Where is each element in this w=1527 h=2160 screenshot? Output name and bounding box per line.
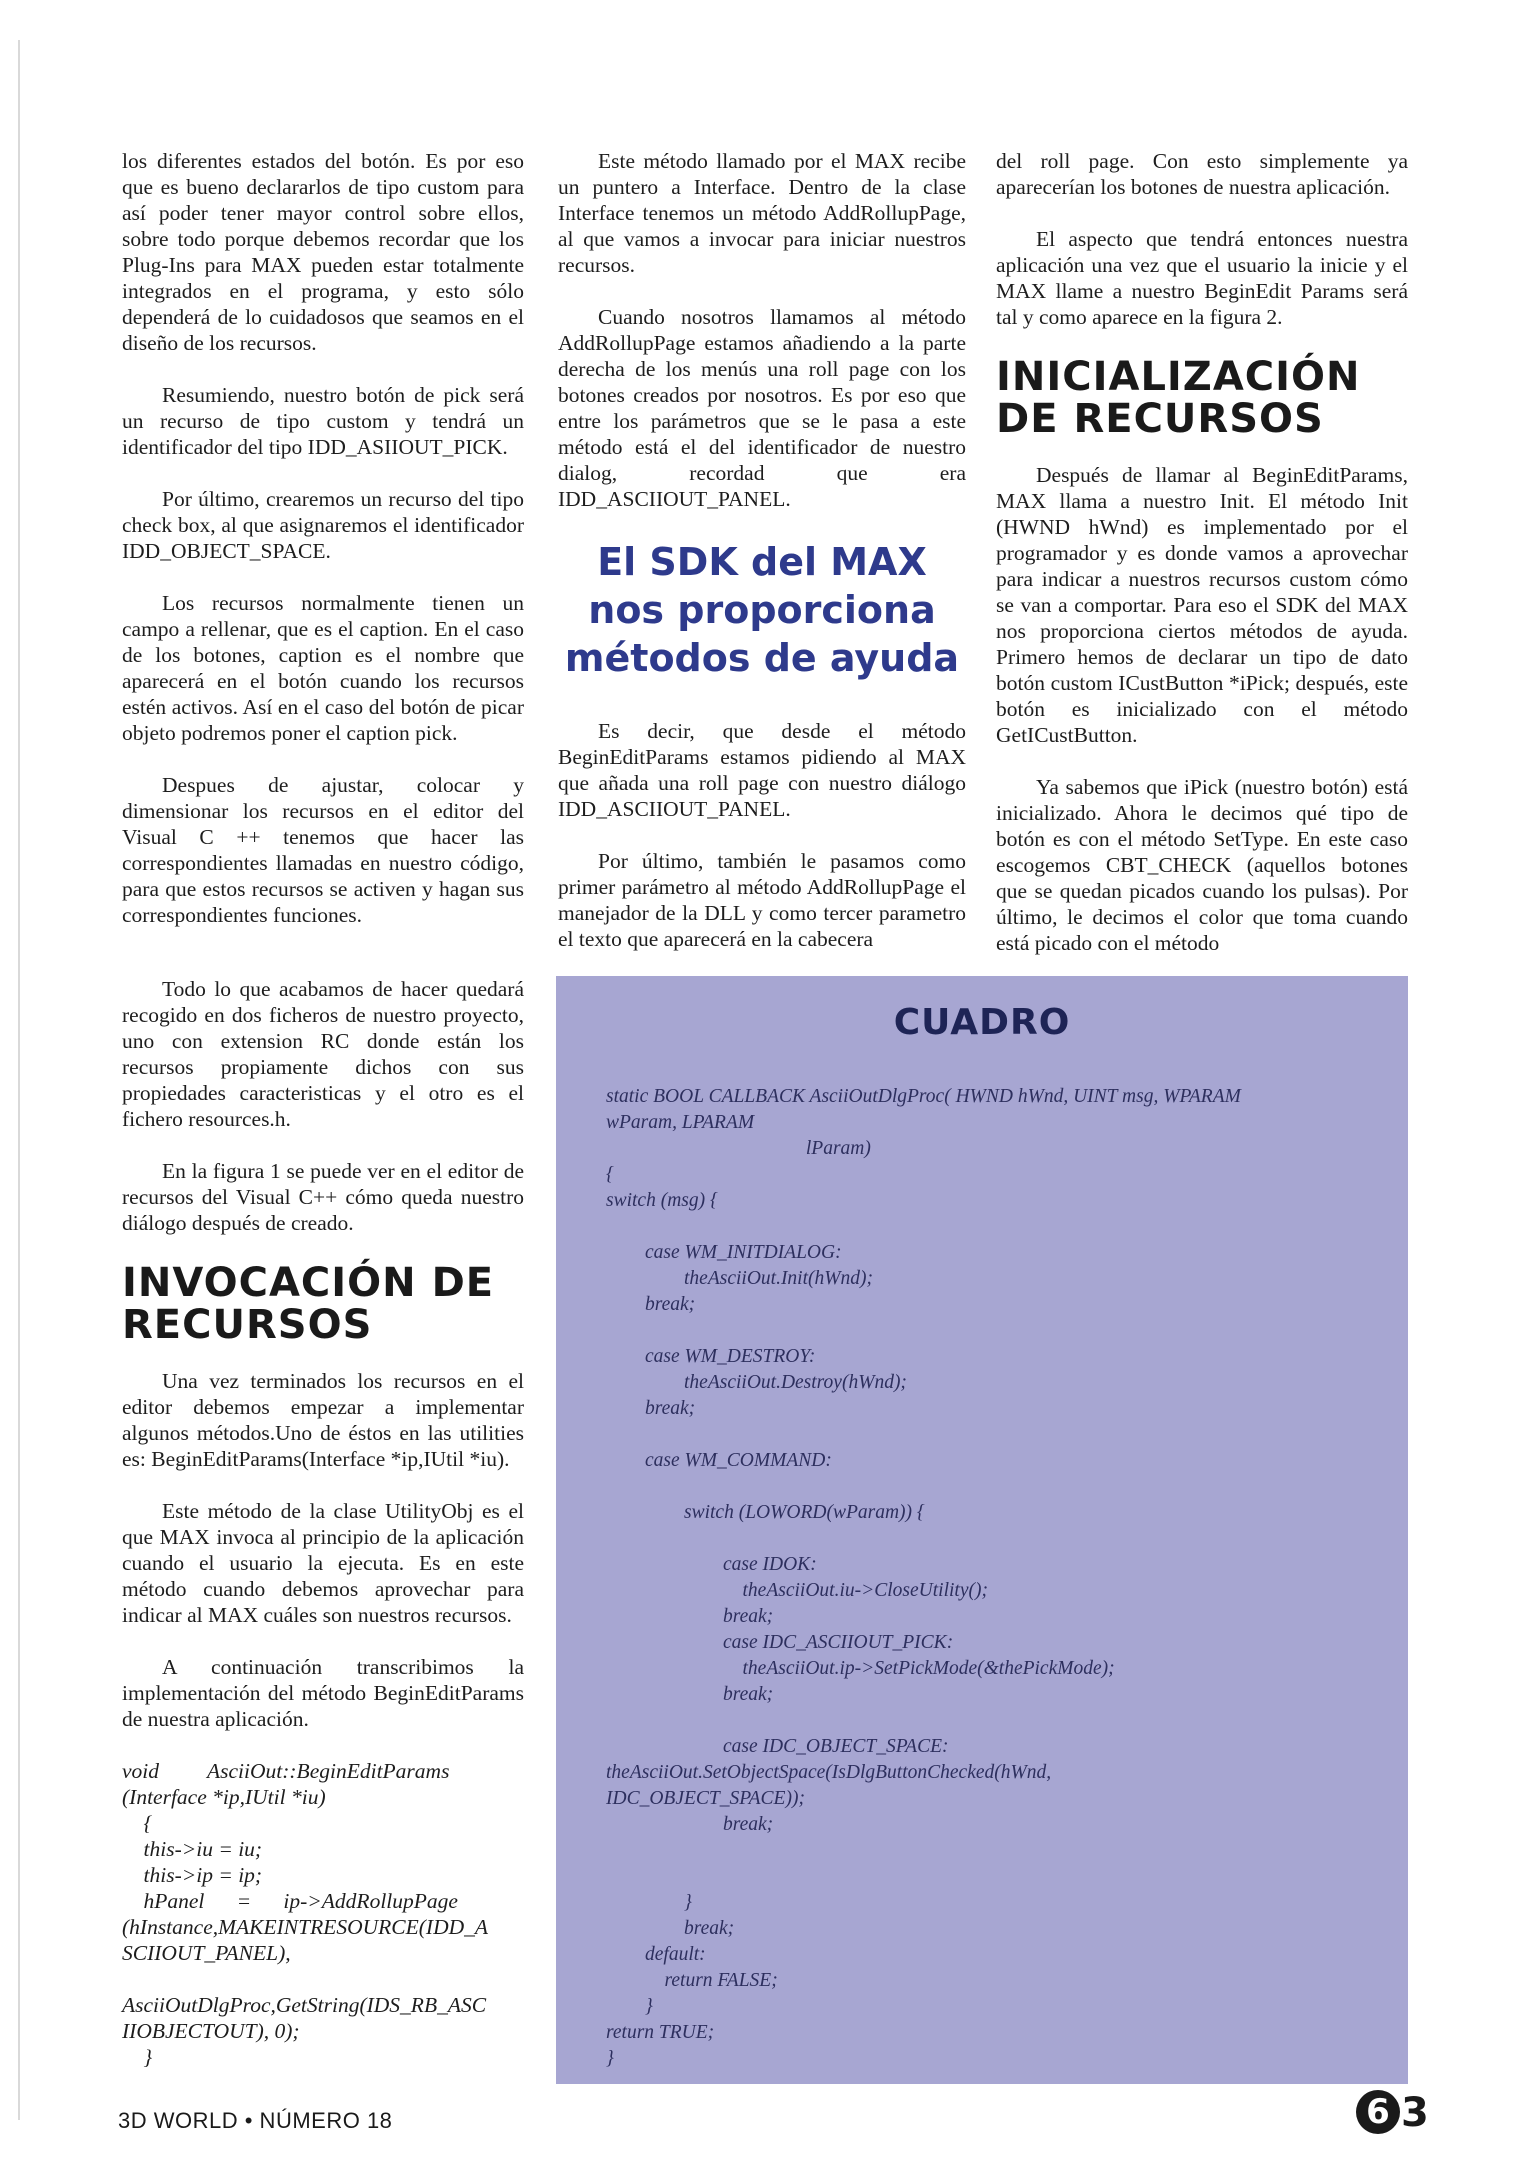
- section-heading-invocacion: INVOCACIÓN DE RECURSOS: [122, 1260, 495, 1348]
- paragraph: Este método de la clase UtilityObj es el que MAX invoca al principio de la aplicación cuando el usuario la ejecuta. Es en este método cuando debemos aprovechar para indicar al MAX cuáles son nuestros recursos.: [122, 1499, 524, 1627]
- code-line: theAsciiOut.ip->SetPickMode(&thePickMode);: [606, 1658, 1115, 1679]
- paragraph: A continuación transcribimos la implementación del método BeginEditParams de nuestra aplicación.: [122, 1655, 524, 1731]
- column-2: [558, 148, 966, 978]
- code-line: wParam, LPARAM: [606, 1112, 755, 1133]
- code-line: case IDC_OBJECT_SPACE:: [606, 1736, 949, 1757]
- code-line: hPanel = ip->AddRollupPage: [122, 1889, 458, 1913]
- page-number-digit: 3: [1401, 2090, 1429, 2136]
- code-line: [606, 1526, 1386, 1552]
- page-number-circled-digit: 6: [1356, 2090, 1400, 2134]
- code-line: void AsciiOut::BeginEditParams: [122, 1759, 450, 1783]
- code-line: static BOOL CALLBACK AsciiOutDlgProc( HWND hWnd, UINT msg, WPARAM: [606, 1086, 1241, 1107]
- paragraph: Despues de ajustar, colocar y dimensionar los recursos en el editor del Visual C ++ tenemos que hacer las correspondientes llamadas en nuestro código, para que estos recursos se activen y hagan sus correspondientes funciones.: [122, 773, 524, 927]
- code-line: return TRUE;: [606, 2022, 715, 2043]
- paragraph: Es decir, que desde el método BeginEditParams estamos pidiendo al MAX que añada una roll page con nuestro diálogo IDD_ASCIIOUT_PANEL.: [558, 719, 966, 821]
- column-1: [122, 148, 524, 954]
- paragraph: del roll page. Con esto simplemente ya aparecerían los botones de nuestra aplicación.: [996, 149, 1408, 199]
- code-line: }: [606, 1892, 692, 1913]
- paragraph: Cuando nosotros llamamos al método AddRollupPage estamos añadiendo a la parte derecha de los menús una roll page con los botones creados por nosotros. Es por eso que entre los parámetros que se le pasa a este método está el del identificador de nuestro dialog, recordad que era IDD_ASCIIOUT_PANEL.: [558, 305, 966, 511]
- code-line: default:: [606, 1944, 706, 1965]
- paragraph: Ya sabemos que iPick (nuestro botón) está inicializado. Ahora le decimos qué tipo de botón es con el método SetType. En este caso escogemos CBT_CHECK (aquellos botones que se quedan picados cuando los pulsas). Por último, le decimos el color que toma cuando está picado con el método: [996, 775, 1408, 955]
- code-line: break;: [606, 1814, 774, 1835]
- code-line: IIOBJECTOUT), 0);: [122, 2019, 300, 2043]
- page-number: [1356, 2090, 1429, 2136]
- code-line: [606, 1864, 1386, 1890]
- code-line: theAsciiOut.SetObjectSpace(IsDlgButtonChecked(hWnd,: [606, 1762, 1052, 1783]
- code-line: break;: [606, 1918, 735, 1939]
- code-line: {: [606, 1164, 614, 1185]
- code-line: {: [122, 1811, 153, 1835]
- code-line: break;: [606, 1606, 774, 1627]
- paragraph: Los recursos normalmente tienen un campo a rellenar, que es el caption. En el caso de los botones, caption es el nombre que aparecerá en el botón cuando los recursos estén activos. Así en el caso del botón de picar objeto podremos poner el caption pick.: [122, 591, 524, 745]
- code-line: }: [606, 1996, 653, 2017]
- code-line: [606, 1422, 1386, 1448]
- code-line: [606, 1838, 1386, 1864]
- column-3: [996, 148, 1408, 982]
- code-line: this->ip = ip;: [122, 1863, 263, 1887]
- code-line: switch (msg) {: [606, 1190, 718, 1211]
- paragraph: los diferentes estados del botón. Es por eso que es bueno declararlos de tipo custom para así poder tener mayor control sobre ellos, sobre todo porque debemos recordar que los Plug-Ins para MAX pueden estar totalmente integrados en el programa, y esto sólo dependerá de lo cuidadosos que seamos en el diseño de los recursos.: [122, 149, 524, 355]
- code-line: IDC_OBJECT_SPACE));: [606, 1788, 805, 1809]
- code-line: [122, 1966, 524, 1992]
- code-line: switch (LOWORD(wParam)) {: [606, 1502, 925, 1523]
- code-line: AsciiOutDlgProc,GetString(IDS_RB_ASC: [122, 1993, 487, 2017]
- code-line: break;: [606, 1684, 774, 1705]
- code-line: [606, 1214, 1386, 1240]
- code-line: (hInstance,MAKEINTRESOURCE(IDD_A: [122, 1915, 489, 1939]
- paragraph: Después de llamar al BeginEditParams, MAX llama a nuestro Init. El método Init (HWND hWnd) es implementado por el programador y es donde vamos a aprovechar para indicar a nuestros recursos custom cómo se van a comportar. Para eso el SDK del MAX nos proporciona ciertos métodos de ayuda. Primero hemos de declarar un tipo de dato botón custom ICustButton *iPick; después, este botón es inicializado con el método GetICustButton.: [996, 463, 1408, 747]
- code-line: theAsciiOut.Destroy(hWnd);: [606, 1372, 907, 1393]
- code-line: [606, 1318, 1386, 1344]
- code-line: }: [122, 2045, 153, 2069]
- paragraph: Por último, crearemos un recurso del tipo check box, al que asignaremos el identificador IDD_OBJECT_SPACE.: [122, 487, 524, 563]
- code-line: break;: [606, 1294, 696, 1315]
- page-edge-rule: [18, 40, 20, 2120]
- paragraph: Por último, también le pasamos como primer parámetro al método AddRollupPage el manejador de la DLL y como tercer parametro el texto que aparecerá en la cabecera: [558, 849, 966, 951]
- code-line: case WM_DESTROY:: [606, 1346, 816, 1367]
- code-line: case IDC_ASCIIOUT_PICK:: [606, 1632, 954, 1653]
- code-line: [606, 1708, 1386, 1734]
- code-line: case WM_INITDIALOG:: [606, 1242, 842, 1263]
- paragraph: El aspecto que tendrá entonces nuestra aplicación una vez que el usuario la inicie y el MAX llame a nuestro BeginEdit Params será tal y como aparece en la figura 2.: [996, 227, 1408, 329]
- code-line: [606, 1474, 1386, 1500]
- code-line: return FALSE;: [606, 1970, 778, 1991]
- code-box-title: CUADRO: [893, 1002, 1071, 1043]
- section-heading-inicializacion: INICIALIZACIÓN DE RECURSOS: [996, 354, 1361, 442]
- code-line: lParam): [606, 1138, 871, 1159]
- code-line: case WM_COMMAND:: [606, 1450, 832, 1471]
- code-line: SCIIOUT_PANEL),: [122, 1941, 291, 1965]
- column-1-lower: [122, 976, 524, 2070]
- paragraph: Todo lo que acabamos de hacer quedará recogido en dos ficheros de nuestro proyecto, uno con extension RC donde están los recursos propiamente dichos con sus propiedades caracteristicas y el otro es el fichero resources.h.: [122, 977, 524, 1131]
- code-line: }: [606, 2048, 614, 2069]
- pull-quote: El SDK del MAX nos proporciona métodos de ayuda: [564, 540, 960, 680]
- code-line: theAsciiOut.Init(hWnd);: [606, 1268, 873, 1289]
- paragraph: Este método llamado por el MAX recibe un puntero a Interface. Dentro de la clase Interface tenemos un método AddRollupPage, al que vamos a invocar para iniciar nuestros recursos.: [558, 149, 966, 277]
- paragraph: En la figura 1 se puede ver en el editor de recursos del Visual C++ cómo queda nuestro diálogo después de creado.: [122, 1159, 524, 1235]
- code-listing-begineditparams: [122, 1758, 524, 2070]
- code-line: case IDOK:: [606, 1554, 817, 1575]
- paragraph: Resumiendo, nuestro botón de pick será un recurso de tipo custom y tendrá un identificador del tipo IDD_ASIIOUT_PICK.: [122, 383, 524, 459]
- code-line: (Interface *ip,IUtil *iu): [122, 1785, 326, 1809]
- code-line: theAsciiOut.iu->CloseUtility();: [606, 1580, 988, 1601]
- code-line: this->iu = iu;: [122, 1837, 263, 1861]
- code-box-cuadro: [556, 976, 1408, 2084]
- code-line: break;: [606, 1398, 696, 1419]
- code-box-listing: [606, 1084, 1386, 2072]
- footer-issue: 3D WORLD • NÚMERO 18: [118, 2108, 393, 2133]
- paragraph: Una vez terminados los recursos en el editor debemos empezar a implementar algunos métodos.Uno de éstos en las utilities es: BeginEditParams(Interface *ip,IUtil *iu).: [122, 1369, 524, 1471]
